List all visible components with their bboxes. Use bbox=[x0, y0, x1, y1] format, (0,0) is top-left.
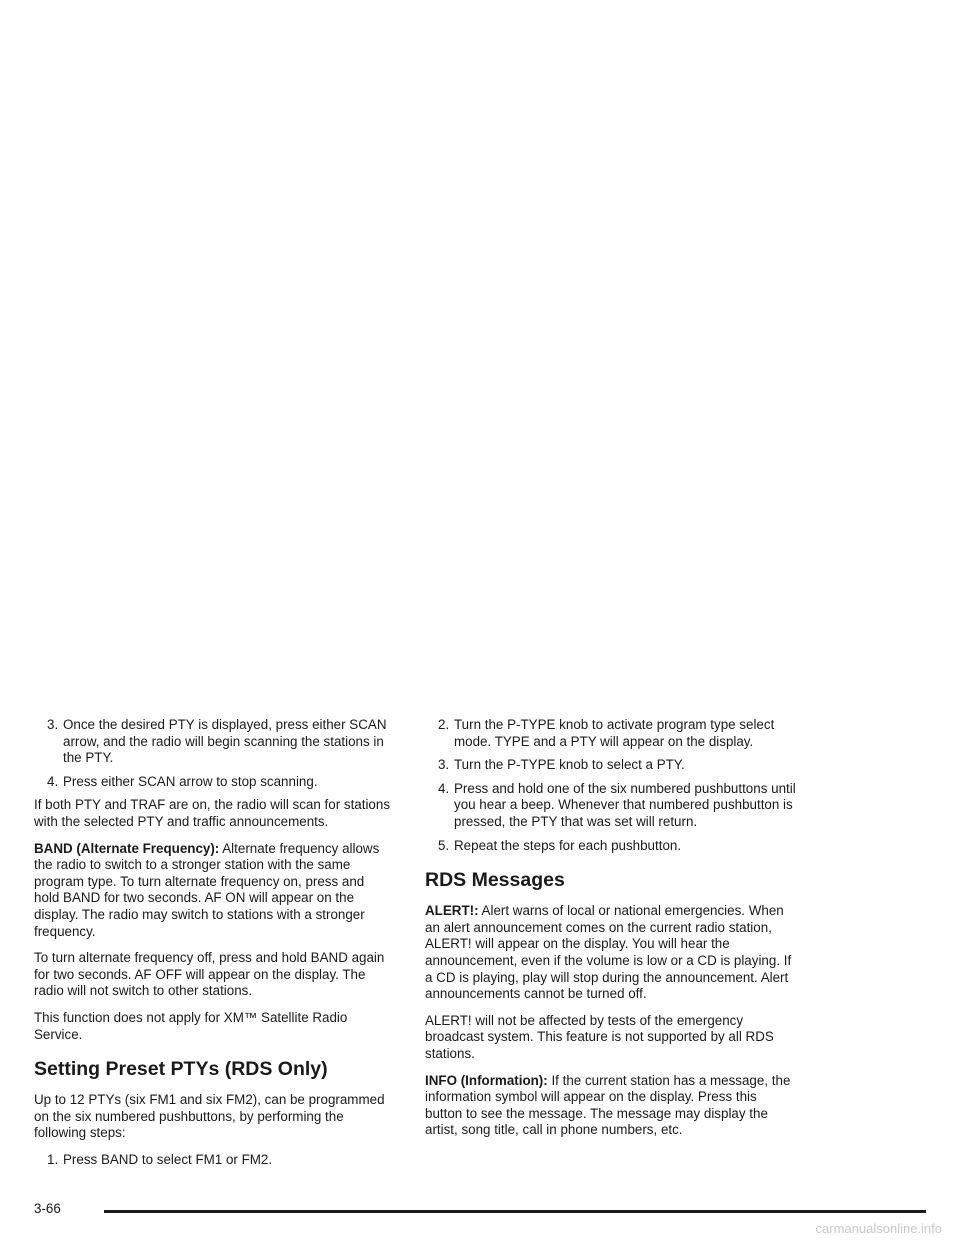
band-text: Alternate frequency allows the radio to switch to a stronger station with the same program type. To turn alternate frequency on, press and hold BAND for two seconds. AF ON will appear on the display. The radio may switch to stations with a stronger frequency. bbox=[34, 840, 380, 939]
band-label: BAND (Alternate Frequency): bbox=[34, 840, 220, 856]
step-2 bbox=[425, 717, 797, 750]
step-number: 4. bbox=[438, 780, 450, 796]
right-column bbox=[425, 717, 797, 1149]
step-3 bbox=[425, 757, 797, 774]
step-text: Press BAND to select FM1 or FM2. bbox=[63, 1151, 273, 1167]
info-label: INFO (Information): bbox=[425, 1072, 548, 1088]
step-4 bbox=[425, 781, 797, 831]
paragraph-xm: This function does not apply for XM™ Satellite Radio Service. bbox=[34, 1009, 348, 1042]
page-number: 3-66 bbox=[34, 1201, 61, 1216]
paragraph-band bbox=[34, 841, 392, 941]
left-column bbox=[34, 717, 392, 1175]
step-text: Press and hold one of the six numbered pushbuttons until you hear a beep. Whenever that numbered pushbutton is pressed, the PTY that was set will return. bbox=[454, 780, 796, 829]
step-text: Once the desired PTY is displayed, press either SCAN arrow, and the radio will begin scanning the stations in the PTY. bbox=[63, 717, 387, 766]
alert-text: Alert warns of local or national emergencies. When an alert announcement comes on the current radio station, ALERT! will appear on the display. You will hear the announcement, even if the volume is low or a CD is playing. If a CD is playing, play will stop during the announcement. Alert announcements cannot be turned off. bbox=[425, 903, 792, 1002]
step-number: 2. bbox=[438, 717, 450, 732]
paragraph-af-off: To turn alternate frequency off, press and hold BAND again for two seconds. AF OFF will appear on the display. The radio will not switch to other stations. bbox=[34, 950, 385, 999]
step-text: Press either SCAN arrow to stop scanning. bbox=[63, 773, 318, 789]
watermark: carmanualsonline.info bbox=[815, 1221, 942, 1236]
alert-label: ALERT!: bbox=[425, 903, 479, 919]
step-number: 3. bbox=[438, 757, 450, 773]
paragraph-alert-tests: ALERT! will not be affected by tests of the emergency broadcast system. This feature is not supported by all RDS stations. bbox=[425, 1012, 774, 1061]
heading-rds-messages: RDS Messages bbox=[425, 869, 565, 892]
step-1 bbox=[34, 1152, 392, 1169]
paragraph-pty-traf: If both PTY and TRAF are on, the radio will scan for stations with the selected PTY and traffic announcements. bbox=[34, 797, 391, 829]
paragraph-info bbox=[425, 1073, 797, 1139]
step-4 bbox=[34, 774, 392, 791]
step-5 bbox=[425, 838, 797, 855]
heading-setting-preset: Setting Preset PTYs (RDS Only) bbox=[34, 1058, 328, 1081]
step-number: 5. bbox=[438, 837, 450, 853]
step-number: 3. bbox=[47, 717, 59, 732]
paragraph-alert bbox=[425, 903, 797, 1003]
info-text: If the current station has a message, the information symbol will appear on the display. Press this button to see the message. The message may display the artist, song title, call in phone numbers, etc. bbox=[425, 1072, 791, 1138]
step-text: Turn the P-TYPE knob to activate program type select mode. TYPE and a PTY will appear on the display. bbox=[454, 717, 775, 749]
step-text: Turn the P-TYPE knob to select a PTY. bbox=[454, 757, 685, 773]
step-number: 1. bbox=[47, 1151, 59, 1167]
step-number: 4. bbox=[47, 773, 59, 789]
paragraph-preset: Up to 12 PTYs (six FM1 and six FM2), can be programmed on the six numbered pushbuttons, by performing the following steps: bbox=[34, 1092, 385, 1141]
step-text: Repeat the steps for each pushbutton. bbox=[454, 837, 682, 853]
step-3 bbox=[34, 717, 392, 767]
footer-rule bbox=[104, 1210, 926, 1213]
